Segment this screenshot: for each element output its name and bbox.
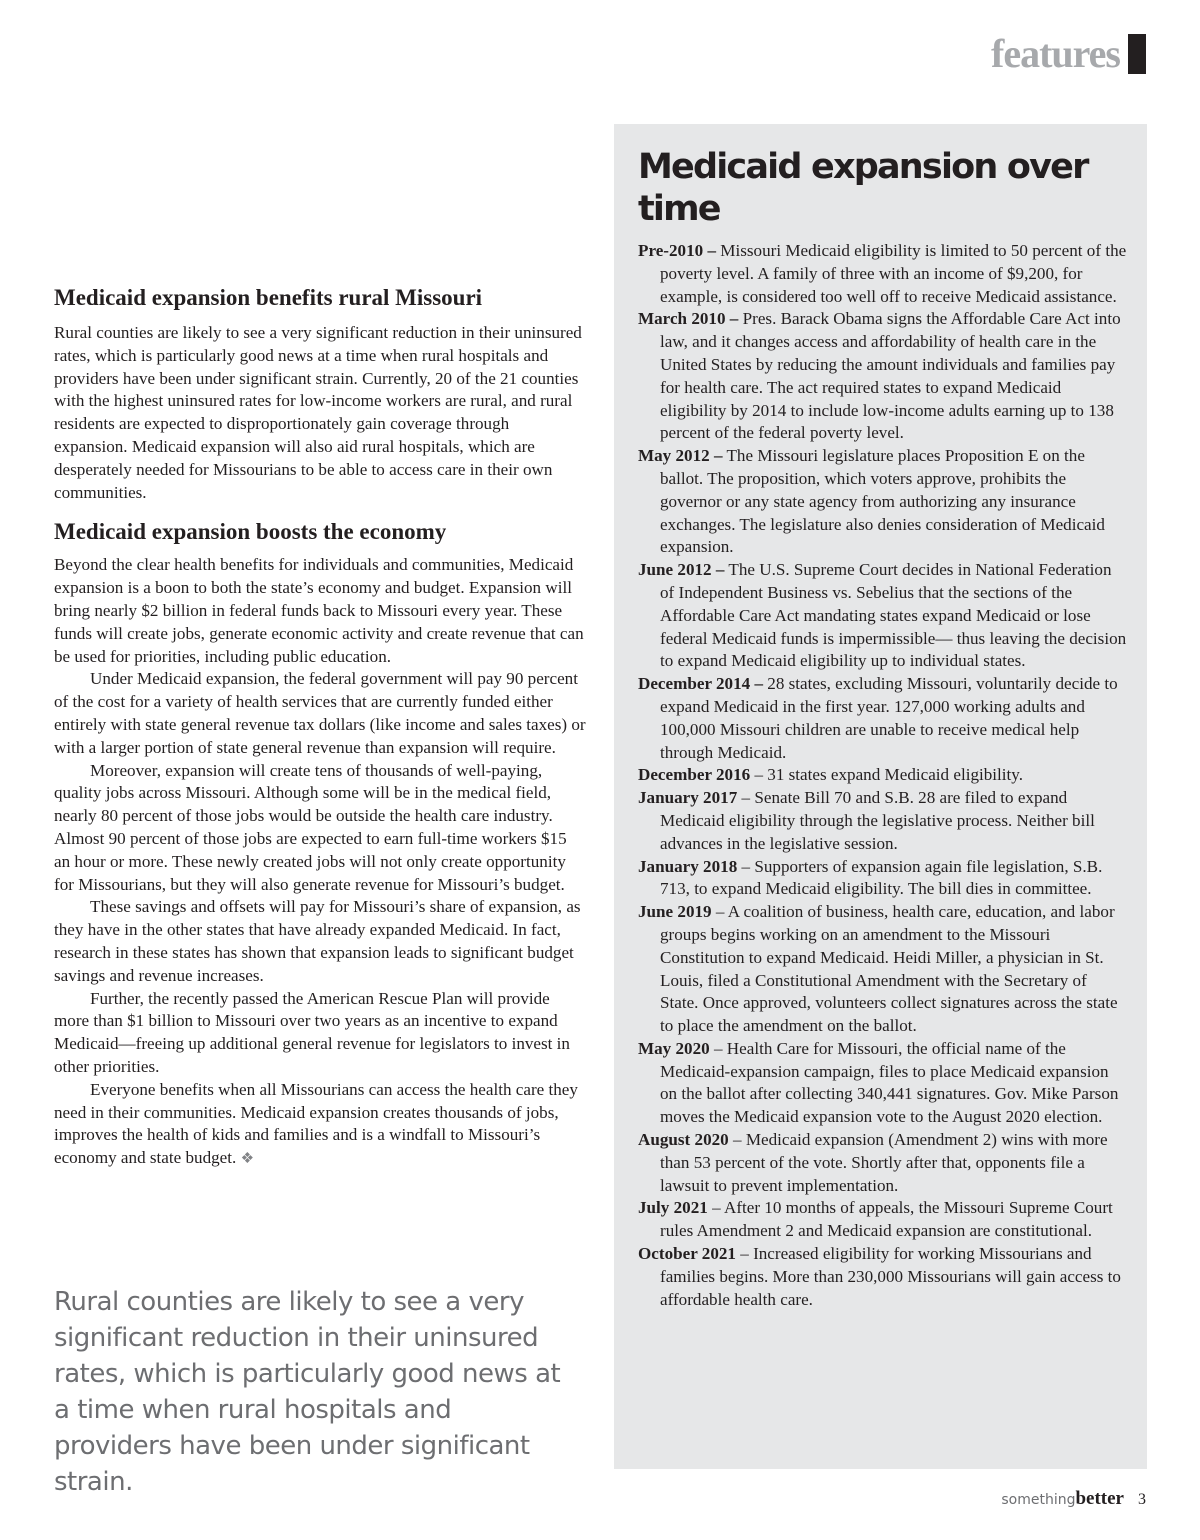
- timeline-date: March 2010 –: [638, 309, 739, 329]
- pull-quote: Rural counties are likely to see a very significant reduction in their uninsured rates, which is particularly good news at a time when rural hospitals and providers have been under significant strain.: [54, 1287, 561, 1497]
- magazine-name-light: something: [1001, 1492, 1076, 1508]
- article-paragraph: These savings and offsets will pay for Missouri’s share of expansion, as they have in the other states that have already expanded Medicaid. In fact, research in these states has shown that expansion leads to significant budget savings and revenue increases.: [54, 897, 581, 985]
- timeline-date: June 2012 –: [638, 560, 725, 580]
- timeline-entry: [638, 1243, 1127, 1311]
- section-bar: [1128, 34, 1146, 74]
- timeline-entry: [638, 764, 1127, 787]
- timeline-text: Pres. Barack Obama signs the Affordable Care Act into law, and it changes access and affordability of health care in the United States by reducing the amount individuals and families pay for health care. The act required states to expand Medicaid eligibility by 2014 to include low-income adults earning up to 138 percent of the federal poverty level.: [660, 309, 1121, 443]
- timeline-text: – Increased eligibility for working Missourians and families begins. More than 230,000 Missourians will gain access to affordable health care.: [660, 1244, 1121, 1309]
- timeline-date: January 2017: [638, 788, 738, 808]
- sidebar-title: Medicaid expansion over time: [638, 147, 1088, 229]
- timeline-date: August 2020: [638, 1130, 729, 1150]
- timeline-text: The Missouri legislature places Proposition E on the ballot. The proposition, which voters approve, prohibits the governor or any state agency from authorizing any insurance exchanges. The legislature also denies consideration of Medicaid expansion.: [660, 446, 1105, 557]
- article-paragraph: Rural counties are likely to see a very significant reduction in their uninsured rates, which is particularly good news at a time when rural hospitals and providers have been under significant strain. Currently, 20 of the 21 counties with the highest uninsured rates for low-income workers are rural, and rural residents are expected to disproportionately gain coverage through expansion. Medicaid expansion will also aid rural hospitals, which are desperately needed for Missourians to be able to access care in their own communities.: [54, 323, 582, 502]
- article-heading-economy: Medicaid expansion boosts the economy: [54, 519, 447, 545]
- timeline-text: – Health Care for Missouri, the official name of the Medicaid-expansion campaign, files to place Medicaid expansion on the ballot after collecting 340,441 signatures. Gov. Mike Parson moves the Medicaid expansion vote to the August 2020 election.: [660, 1038, 1119, 1127]
- article-paragraph: Moreover, expansion will create tens of thousands of well-paying, quality jobs across Missouri. Although some will be in the medical field, nearly 80 percent of those jobs would be outside the health care industry. Almost 90 percent of those jobs are expected to earn full-time workers $15 an hour or more. These newly created jobs will not only create opportunity for Missourians, but they will also generate revenue for Missouri’s budget.: [54, 760, 567, 894]
- timeline-text: – Medicaid expansion (Amendment 2) wins with more than 53 percent of the vote. Shortly after that, opponents file a lawsuit to prevent implementation.: [660, 1130, 1108, 1195]
- timeline-date: January 2018: [638, 856, 738, 876]
- article-paragraph: Under Medicaid expansion, the federal government will pay 90 percent of the cost for a variety of health services that are currently funded either entirely with state general revenue tax dollars (like income and sales taxes) or with a larger portion of state general revenue than expansion will require.: [54, 669, 586, 757]
- timeline-date: October 2021: [638, 1244, 736, 1264]
- timeline-entry: [638, 856, 1127, 902]
- timeline-entry: [638, 901, 1127, 1038]
- article-heading-rural: Medicaid expansion benefits rural Missouri: [54, 285, 483, 310]
- timeline-entry: [638, 445, 1127, 559]
- page-footer: [1001, 1488, 1146, 1510]
- timeline-text: – 31 states expand Medicaid eligibility.: [754, 765, 1024, 785]
- timeline-entry: [638, 1129, 1127, 1197]
- timeline-entry: [638, 559, 1127, 673]
- page-number: 3: [1138, 1491, 1146, 1508]
- timeline-date: December 2016: [638, 765, 751, 785]
- timeline-entry: [638, 308, 1127, 445]
- magazine-name-bold: better: [1075, 1488, 1124, 1509]
- main-article: [54, 284, 586, 1171]
- timeline-entry: [638, 787, 1127, 855]
- timeline-sidebar: [614, 124, 1147, 1469]
- timeline-date: July 2021: [638, 1198, 708, 1218]
- timeline-text: – After 10 months of appeals, the Missouri Supreme Court rules Amendment 2 and Medicaid expansion are constitutional.: [660, 1198, 1113, 1241]
- timeline-entry: [638, 1038, 1127, 1129]
- article-paragraph: Beyond the clear health benefits for individuals and communities, Medicaid expansion is a boon to both the state’s economy and budget. Expansion will bring nearly $2 billion in federal funds back to Missouri every year. These funds will create jobs, generate economic activity and create revenue that can be used for priorities, including public education.: [54, 555, 584, 666]
- article-paragraph-text: Everyone benefits when all Missourians can access the health care they need in their communities. Medicaid expansion creates thousands of jobs, improves the health of kids and families and is a windfall to Missouri’s economy and state budget.: [54, 1079, 578, 1168]
- article-paragraph-last: [54, 1079, 586, 1171]
- timeline-date: May 2020: [638, 1038, 710, 1058]
- timeline-text: Missouri Medicaid eligibility is limited to 50 percent of the poverty level. A family of three with an income of $9,200, for example, is considered too well off to receive Medicaid assistance.: [660, 241, 1127, 306]
- timeline-date: May 2012 –: [638, 446, 723, 466]
- article-paragraph: Further, the recently passed the American Rescue Plan will provide more than $1 billion to Missouri over two years as an incentive to expand Medicaid—freeing up additional general revenue for legislators to invest in other priorities.: [54, 988, 570, 1076]
- timeline-entry: [638, 673, 1127, 764]
- timeline-text: – Supporters of expansion again file legislation, S.B. 713, to expand Medicaid eligibility. The bill dies in committee.: [660, 856, 1103, 899]
- timeline-text: – A coalition of business, health care, education, and labor groups begins working on an amendment to the Missouri Constitution to expand Medicaid. Heidi Miller, a physician in St. Louis, filed a Constitutional Amendment with the Secretary of State. Once approved, volunteers collect signatures across the state to place the amendment on the ballot.: [660, 902, 1118, 1036]
- timeline-entry: [638, 1197, 1127, 1243]
- timeline-date: December 2014 –: [638, 674, 763, 694]
- end-mark-icon: ❖: [240, 1151, 255, 1168]
- timeline-entry: [638, 240, 1127, 308]
- section-header: [991, 31, 1146, 76]
- timeline-text: The U.S. Supreme Court decides in National Federation of Independent Business vs. Sebelius that the sections of the Affordable Care Act mandating states expand Medicaid or lose federal Medicaid funds is impermissible— thus leaving the decision to expand Medicaid eligibility up to individual states.: [660, 560, 1127, 671]
- timeline-date: Pre-2010 –: [638, 241, 717, 260]
- section-label: features: [991, 31, 1120, 76]
- timeline-text: – Senate Bill 70 and S.B. 28 are filed to expand Medicaid eligibility through the legislative process. Neither bill advances in the legislative session.: [660, 788, 1095, 853]
- timeline-text: 28 states, excluding Missouri, voluntarily decide to expand Medicaid in the first year. 127,000 working adults and 100,000 Missouri children are unable to receive medical help through Medicaid.: [660, 674, 1118, 762]
- timeline-date: June 2019: [638, 902, 712, 922]
